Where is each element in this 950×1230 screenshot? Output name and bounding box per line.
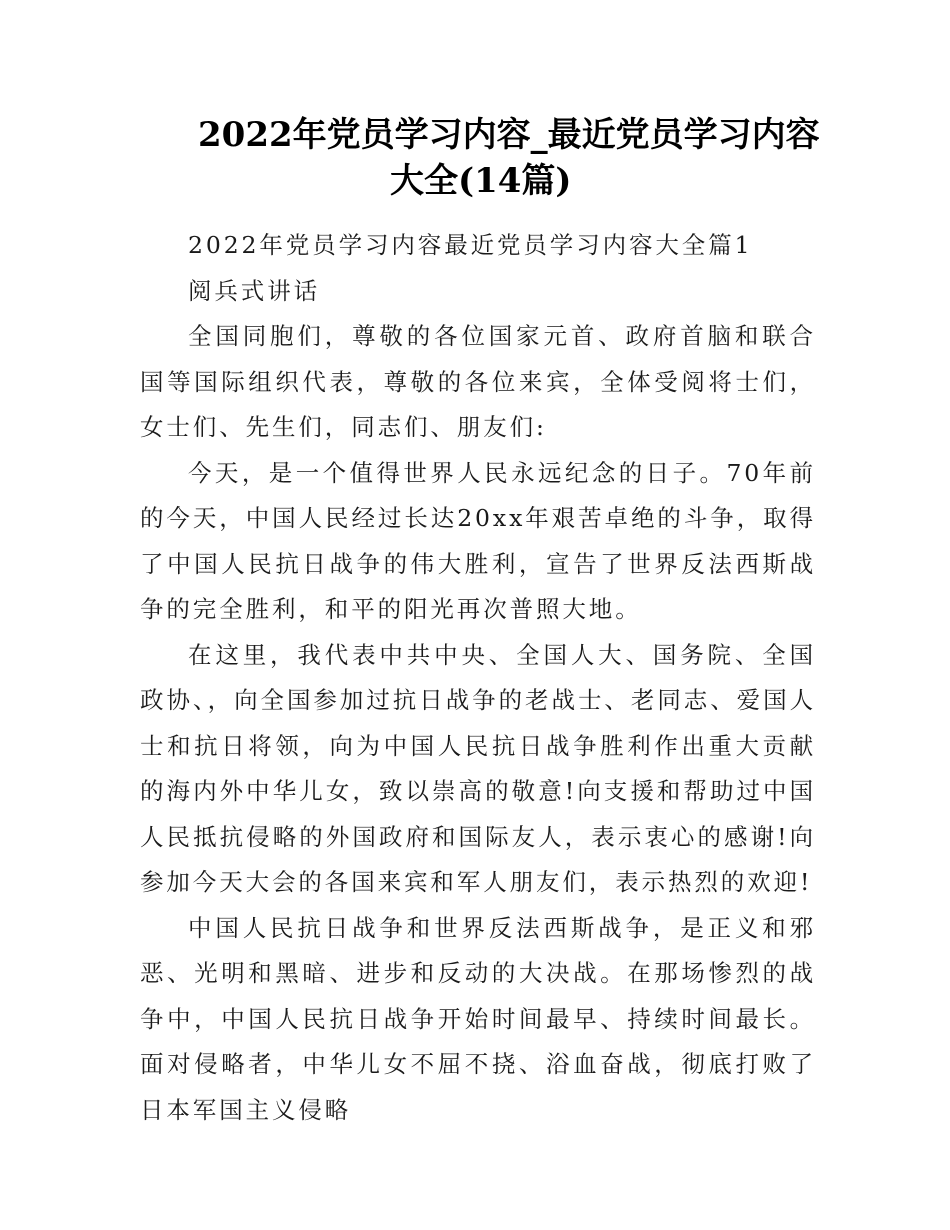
paragraph: 今天，是一个值得世界人民永远纪念的日子。70年前的今天，中国人民经过长达20xx年艰苦卓绝的斗争，取得了中国人民抗日战争的伟大胜利，宣告了世界反法西斯战争的完全胜利，和平的阳光再次普照大地。: [140, 458, 816, 623]
speech-title: 阅兵式讲话: [188, 276, 320, 305]
title-line-2: 大全(14篇): [390, 161, 572, 201]
section-heading: 2022年党员学习内容最近党员学习内容大全篇1: [188, 231, 753, 259]
paragraph: 全国同胞们，尊敬的各位国家元首、政府首脑和联合国等国际组织代表，尊敬的各位来宾，全体受阅将士们，女士们、先生们，同志们、朋友们:: [140, 322, 816, 441]
title-line-1: 2022年党员学习内容_最近党员学习内容: [198, 115, 820, 155]
document-title: [130, 112, 830, 204]
paragraph: 中国人民抗日战争和世界反法西斯战争，是正义和邪恶、光明和黑暗、进步和反动的大决战。在那场惨烈的战争中，中国人民抗日战争开始时间最早、持续时间最长。面对侵略者，中华儿女不屈不挠、浴血奋战，彻底打败了日本军国主义侵略: [140, 913, 816, 1124]
document-body: [140, 223, 816, 1133]
paragraph: 在这里，我代表中共中央、全国人大、国务院、全国政协、，向全国参加过抗日战争的老战士、老同志、爱国人士和抗日将领，向为中国人民抗日战争胜利作出重大贡献的海内外中华儿女，致以崇高的敬意!向支援和帮助过中国人民抵抗侵略的外国政府和国际友人，表示衷心的感谢!向参加今天大会的各国来宾和军人朋友们，表示热烈的欢迎!: [140, 640, 816, 896]
